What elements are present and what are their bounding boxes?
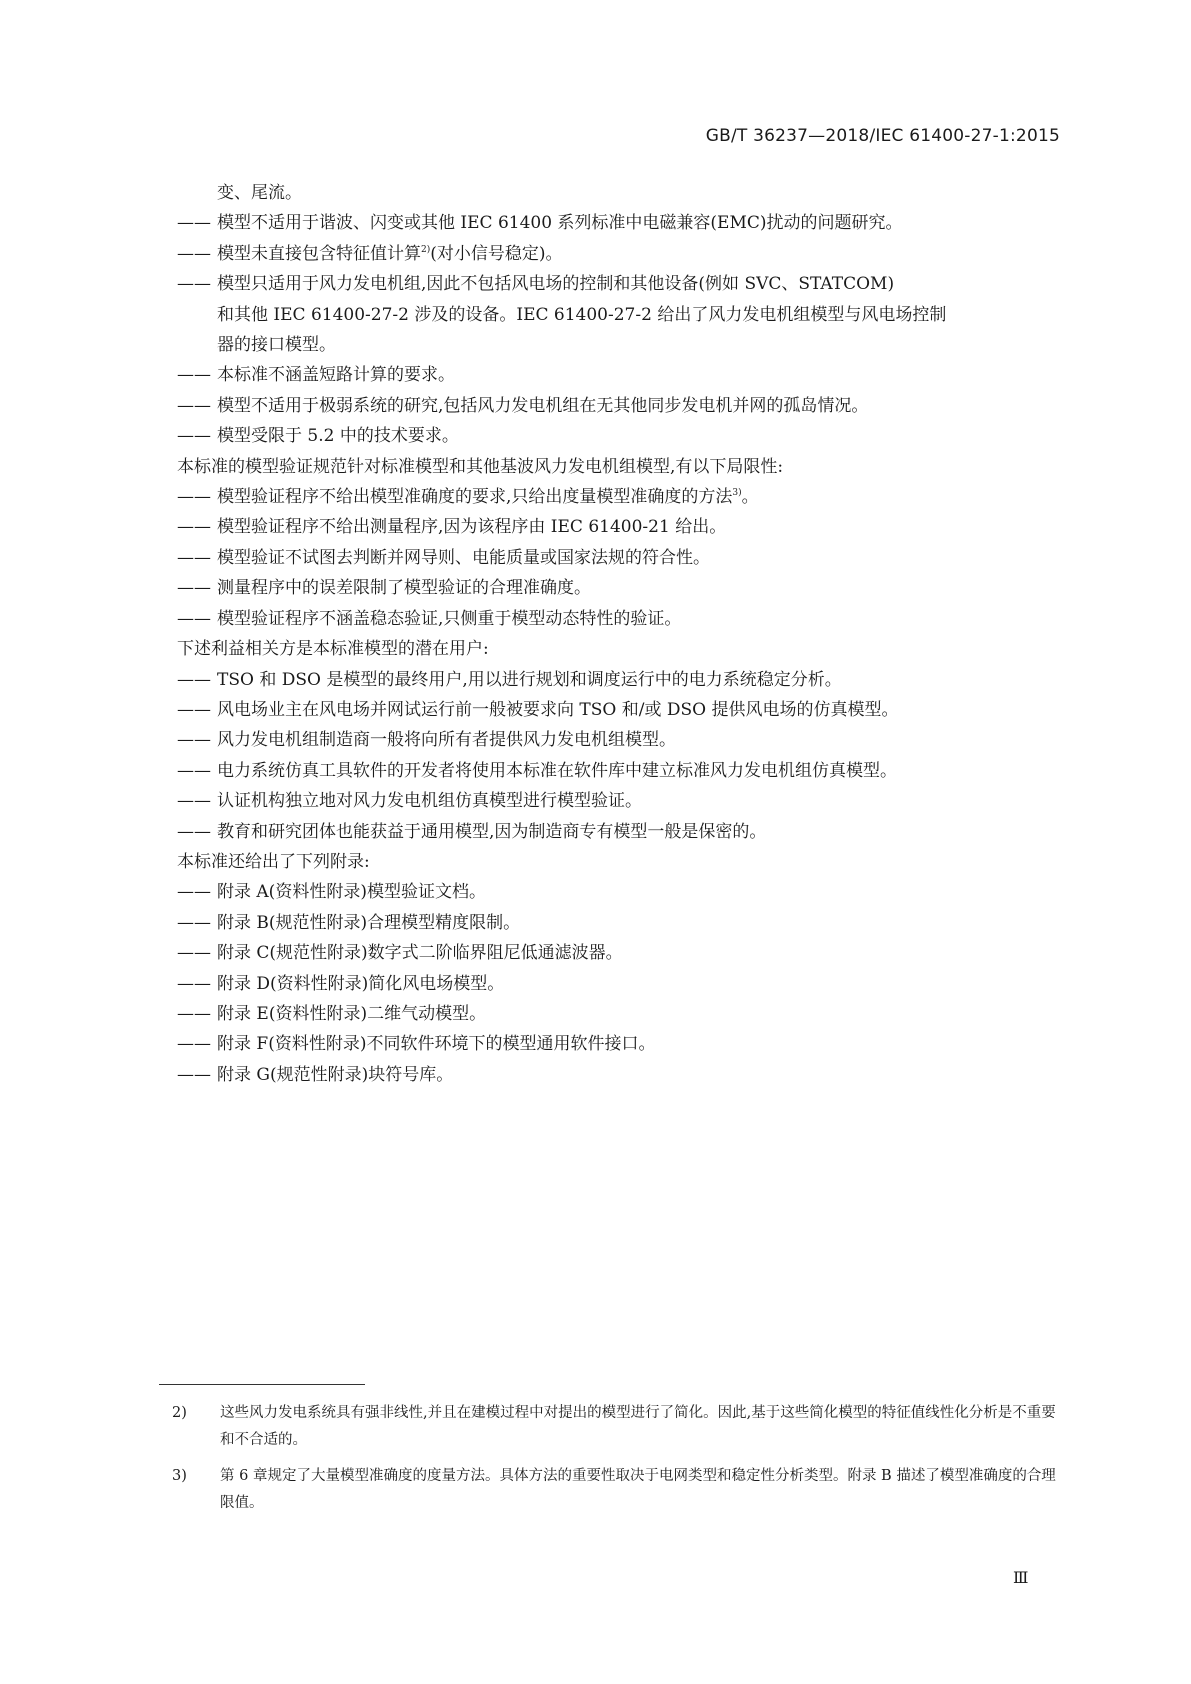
list-dash: —— bbox=[177, 426, 211, 447]
list-item bbox=[177, 786, 1062, 816]
annex-item-text: 附录 C(规范性附录)数字式二阶临界阻尼低通滤波器。 bbox=[217, 943, 623, 964]
annex-item-text: 附录 A(资料性附录)模型验证文档。 bbox=[217, 882, 486, 903]
list-item-text: 风力发电机组制造商一般将向所有者提供风力发电机组模型。 bbox=[217, 730, 676, 751]
list-item bbox=[177, 421, 1062, 451]
footnote-number: 2) bbox=[172, 1405, 187, 1421]
list-item-text: 认证机构独立地对风力发电机组仿真模型进行模型验证。 bbox=[217, 791, 642, 812]
list-item bbox=[177, 999, 1062, 1029]
list-item-continuation: 器的接口模型。 bbox=[217, 335, 336, 356]
validation-limitations-list bbox=[177, 482, 1062, 634]
list-dash: —— bbox=[177, 395, 211, 416]
list-item-continuation: 和其他 IEC 61400-27-2 涉及的设备。IEC 61400-27-2 给出了风力发电机组模型与风电场控制 bbox=[217, 304, 947, 325]
footnote-ref-2[interactable]: 2) bbox=[421, 244, 431, 255]
list-item-text bbox=[217, 239, 1062, 269]
list-item bbox=[177, 604, 1062, 634]
list-item-text: TSO 和 DSO 是模型的最终用户,用以进行规划和调度运行中的电力系统稳定分析。 bbox=[217, 669, 842, 690]
annex-intro-paragraph: 本标准还给出了下列附录: bbox=[177, 851, 370, 872]
standard-code-header: GB/T 36237—2018/IEC 61400-27-1:2015 bbox=[705, 126, 1060, 146]
list-dash: —— bbox=[177, 882, 211, 903]
list-dash: —— bbox=[177, 243, 211, 264]
list-item-text: 模型验证程序不涵盖稳态验证,只侧重于模型动态特性的验证。 bbox=[217, 608, 682, 629]
list-dash: —— bbox=[177, 487, 211, 508]
list-item bbox=[177, 756, 1062, 786]
list-dash: —— bbox=[177, 669, 211, 690]
list-dash: —— bbox=[177, 973, 211, 994]
list-dash: —— bbox=[177, 578, 211, 599]
list-item-text: 模型受限于 5.2 中的技术要求。 bbox=[217, 426, 459, 447]
list-item-text: 风电场业主在风电场并网试运行前一般被要求向 TSO 和/或 DSO 提供风电场的仿真模型。 bbox=[217, 699, 899, 720]
list-dash: —— bbox=[177, 730, 211, 751]
list-item bbox=[177, 877, 1062, 907]
list-item-text-main: 模型验证程序不给出模型准确度的要求,只给出度量模型准确度的方法 bbox=[217, 487, 733, 508]
list-item bbox=[177, 908, 1062, 938]
list-dash: —— bbox=[177, 760, 211, 781]
annex-item-text: 附录 G(规范性附录)块符号库。 bbox=[217, 1064, 454, 1085]
model-limitations-list bbox=[177, 208, 1062, 451]
footnote-number: 3) bbox=[172, 1468, 187, 1484]
users-intro-paragraph: 下述利益相关方是本标准模型的潜在用户: bbox=[177, 639, 489, 660]
list-item-text: 本标准不涵盖短路计算的要求。 bbox=[217, 365, 455, 386]
list-item bbox=[177, 360, 1062, 390]
list-dash: —— bbox=[177, 365, 211, 386]
list-dash: —— bbox=[177, 791, 211, 812]
list-item bbox=[177, 391, 1062, 421]
list-item bbox=[177, 938, 1062, 968]
list-item bbox=[177, 725, 1062, 755]
list-dash: —— bbox=[177, 943, 211, 964]
list-item bbox=[177, 665, 1062, 695]
list-dash: —— bbox=[177, 213, 211, 234]
continued-text: 变、尾流。 bbox=[217, 183, 302, 203]
list-item-text: 模型不适用于极弱系统的研究,包括风力发电机组在无其他同步发电机并网的孤岛情况。 bbox=[217, 395, 869, 416]
list-item bbox=[177, 817, 1062, 847]
list-item bbox=[177, 239, 1062, 269]
annex-item-text: 附录 B(规范性附录)合理模型精度限制。 bbox=[217, 912, 521, 933]
footnote-3 bbox=[172, 1463, 1062, 1517]
list-item-text: 电力系统仿真工具软件的开发者将使用本标准在软件库中建立标准风力发电机组仿真模型。 bbox=[217, 760, 897, 781]
footnote-divider bbox=[159, 1384, 365, 1385]
list-item bbox=[177, 1029, 1062, 1059]
list-item bbox=[177, 573, 1062, 603]
list-item-text bbox=[217, 482, 1062, 512]
footnote-text: 这些风力发电系统具有强非线性,并且在建模过程中对提出的模型进行了简化。因此,基于这些简化模型的特征值线性化分析是不重要和不合适的。 bbox=[220, 1405, 1056, 1448]
page-number: Ⅲ bbox=[1013, 1568, 1029, 1587]
list-item bbox=[177, 543, 1062, 573]
list-item bbox=[177, 208, 1062, 238]
list-item bbox=[177, 969, 1062, 999]
list-dash: —— bbox=[177, 517, 211, 538]
footnote-ref-3[interactable]: 3) bbox=[732, 488, 742, 499]
list-item-text: 模型验证程序不给出测量程序,因为该程序由 IEC 61400-21 给出。 bbox=[217, 517, 727, 538]
list-item bbox=[177, 695, 1062, 725]
validation-intro-paragraph: 本标准的模型验证规范针对标准模型和其他基波风力发电机组模型,有以下局限性: bbox=[177, 456, 784, 477]
list-item-text: 教育和研究团体也能获益于通用模型,因为制造商专有模型一般是保密的。 bbox=[217, 821, 767, 842]
list-dash: —— bbox=[177, 1034, 211, 1055]
list-item bbox=[177, 1060, 1062, 1090]
document-body bbox=[177, 178, 1062, 1090]
list-dash: —— bbox=[177, 547, 211, 568]
list-item-text-main: 模型未直接包含特征值计算 bbox=[217, 243, 421, 264]
list-dash: —— bbox=[177, 912, 211, 933]
list-dash: —— bbox=[177, 699, 211, 720]
list-item-text: 模型只适用于风力发电机组,因此不包括风电场的控制和其他设备(例如 SVC、STATCOM) bbox=[217, 274, 895, 295]
annex-list bbox=[177, 877, 1062, 1090]
list-item-text: 模型不适用于谐波、闪变或其他 IEC 61400 系列标准中电磁兼容(EMC)扰动的问题研究。 bbox=[217, 213, 903, 234]
list-dash: —— bbox=[177, 1064, 211, 1085]
footnote-text: 第 6 章规定了大量模型准确度的度量方法。具体方法的重要性取决于电网类型和稳定性分析类型。附录 B 描述了模型准确度的合理限值。 bbox=[220, 1468, 1056, 1511]
list-item-text-after: 。 bbox=[741, 487, 759, 508]
list-item bbox=[177, 482, 1062, 512]
footnotes-section bbox=[172, 1400, 1062, 1526]
annex-item-text: 附录 E(资料性附录)二维气动模型。 bbox=[217, 1003, 487, 1024]
list-item bbox=[177, 512, 1062, 542]
list-item-text-after: (对小信号稳定)。 bbox=[430, 243, 563, 264]
list-dash: —— bbox=[177, 1003, 211, 1024]
list-dash: —— bbox=[177, 608, 211, 629]
list-item-text: 模型验证不试图去判断并网导则、电能质量或国家法规的符合性。 bbox=[217, 547, 710, 568]
list-item-text: 测量程序中的误差限制了模型验证的合理准确度。 bbox=[217, 578, 591, 599]
list-dash: —— bbox=[177, 274, 211, 295]
potential-users-list bbox=[177, 665, 1062, 847]
list-item bbox=[177, 269, 1062, 299]
footnote-2 bbox=[172, 1400, 1062, 1454]
list-dash: —— bbox=[177, 821, 211, 842]
annex-item-text: 附录 F(资料性附录)不同软件环境下的模型通用软件接口。 bbox=[217, 1034, 656, 1055]
annex-item-text: 附录 D(资料性附录)简化风电场模型。 bbox=[217, 973, 505, 994]
